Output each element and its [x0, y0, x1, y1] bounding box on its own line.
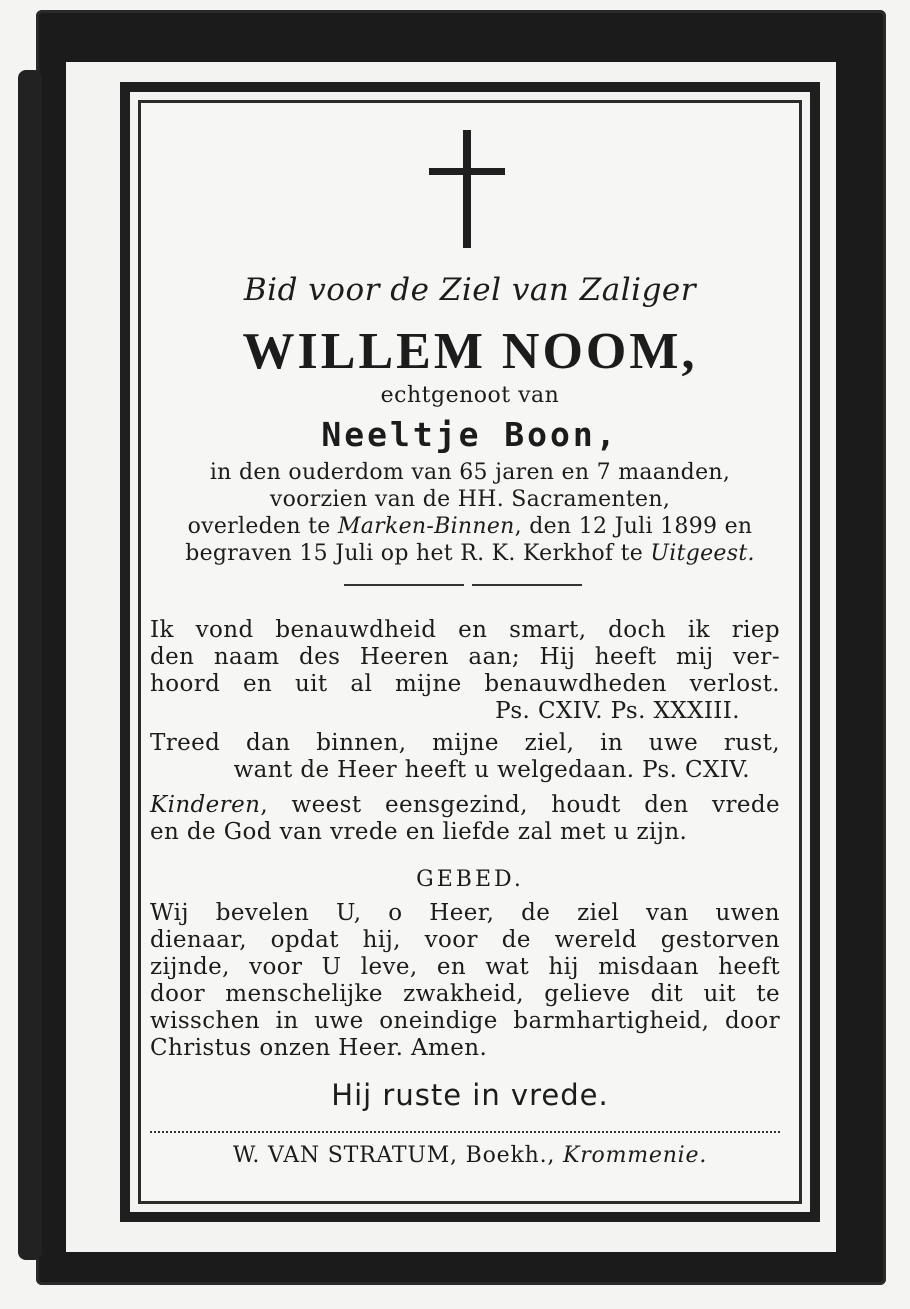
sacraments-line: voorzien van de HH. Sacramenten,	[269, 487, 671, 512]
card-content	[150, 110, 790, 1190]
prayer-heading: GEBED.	[416, 867, 524, 892]
spouse-name: Neeltje Boon,	[321, 415, 619, 454]
prayer-text: Wij bevelen U, o Heer, de ziel van uwen dienaar, opdat hij, voor de wereld gestorven zijnde, voor U leve, en wat hij misdaan heeft door menschelijke zwakheid, gelieve dit uit te wisschen in uwe oneindige barmhartigheid, door Christus onzen Heer. Amen.	[150, 900, 780, 1061]
verse-2: Treed dan binnen, mijne ziel, in uwe rust, want de Heer heeft u welgedaan. Ps. CXIV.	[150, 730, 780, 783]
verse-1: Ik vond benauwdheid en smart, doch ik riep den naam des Heeren aan; Hij heeft mij ver- hoord en uit al mijne benauwdheden verlost. Ps. CXIV. Ps. XXXIII.	[150, 617, 780, 724]
verse-3: Kinderen, weest eensgezind, houdt den vrede en de God van vrede en liefde zal met u zijn.	[150, 792, 780, 845]
cross-icon	[429, 130, 505, 250]
closing-line: Hij ruste in vrede.	[331, 1078, 609, 1112]
prayer-title: Bid voor de Ziel van Zaliger	[243, 272, 697, 308]
death-line: overleden te Marken-Binnen, den 12 Juli 1899 en	[187, 514, 753, 539]
age-line: in den ouderdom van 65 jaren en 7 maanden,	[209, 460, 731, 485]
divider-right	[472, 584, 582, 586]
dotted-separator	[150, 1131, 780, 1133]
deceased-name: WILLEM NOOM,	[242, 323, 698, 380]
spouse-intro: echtgenoot van	[380, 383, 560, 408]
burial-line: begraven 15 Juli op het R. K. Kerkhof te Uitgeest.	[185, 541, 755, 566]
printer-credit: W. VAN STRATUM, Boekh., Krommenie.	[232, 1143, 708, 1168]
divider-left	[344, 584, 464, 586]
